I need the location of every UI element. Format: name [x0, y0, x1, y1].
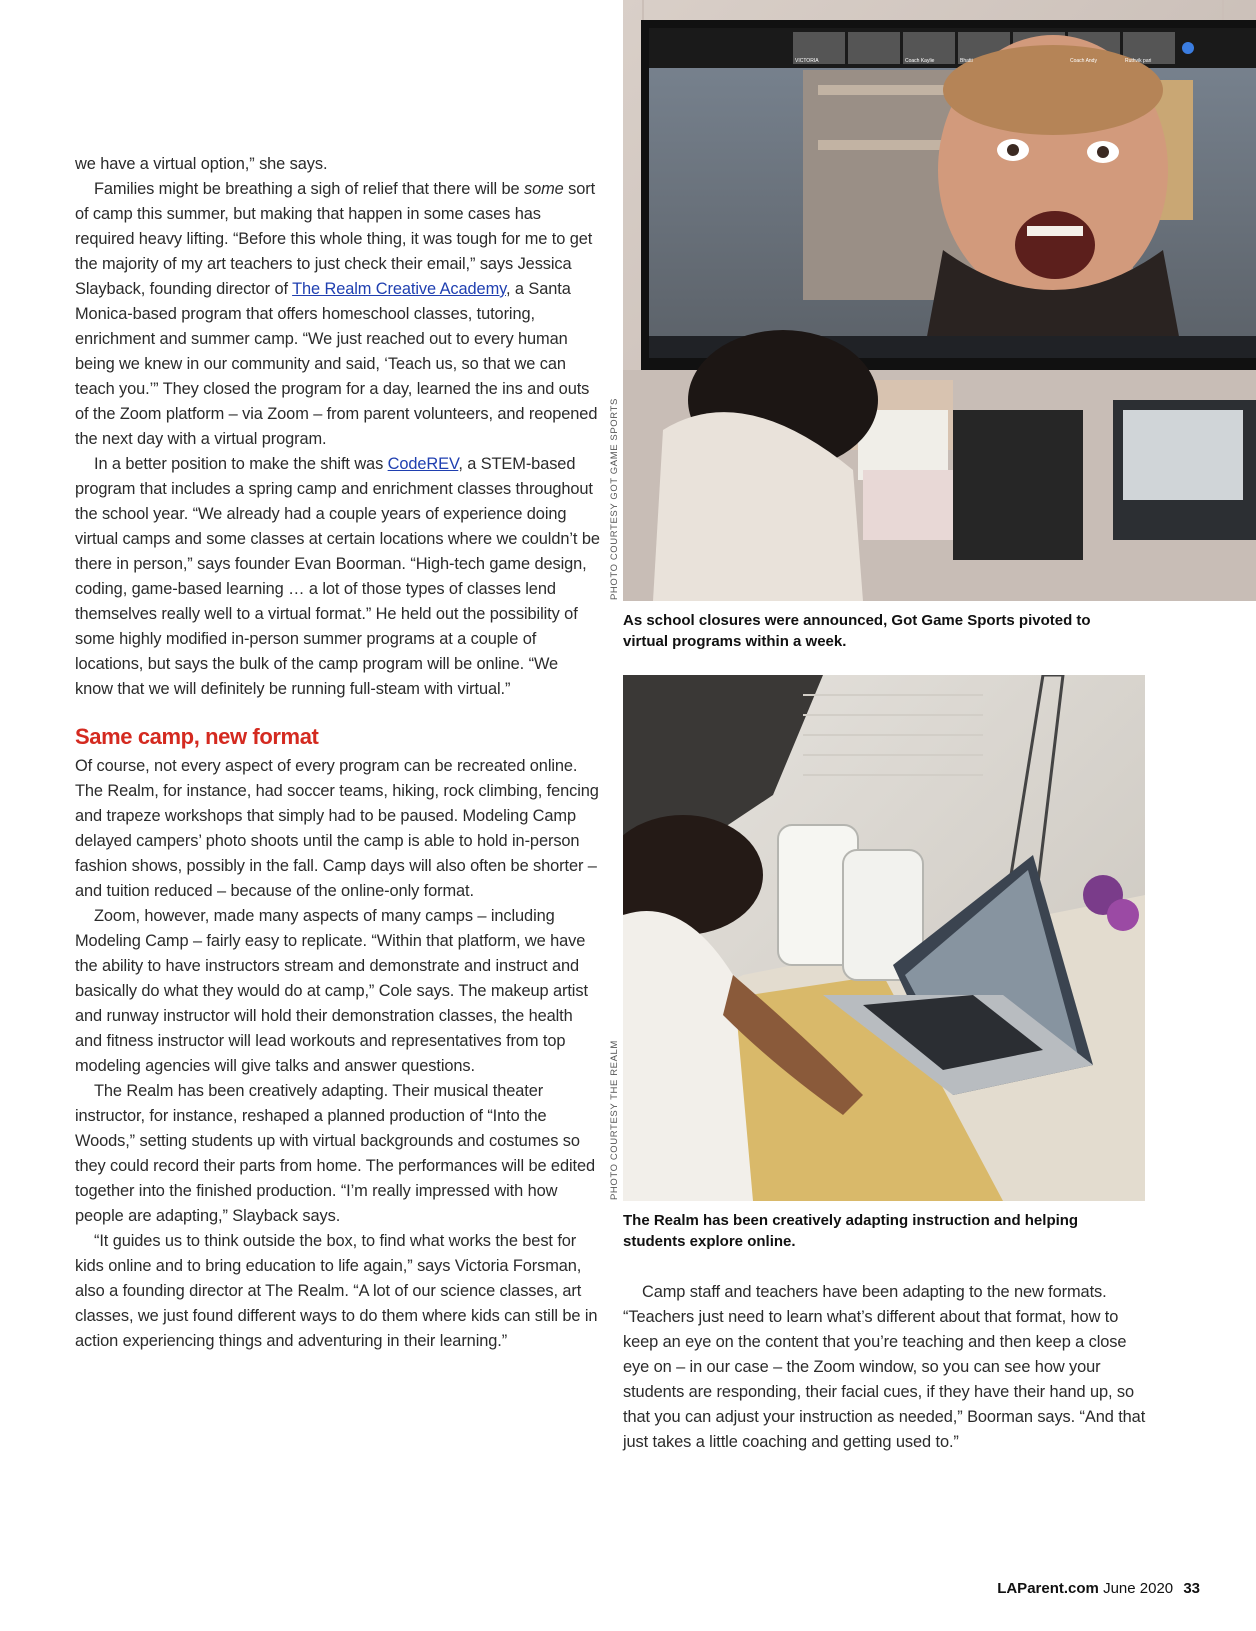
zoom-tile-name: Bhatti	[960, 58, 973, 64]
page-number: 33	[1183, 1580, 1200, 1597]
photo-child-laptop	[623, 675, 1145, 1201]
coderev-link[interactable]: CodeREV	[387, 455, 459, 473]
photo1-credit: PHOTO COURTESY GOT GAME SPORTS	[609, 398, 620, 600]
zoom-tile-name: Coach Andy	[1070, 58, 1097, 64]
zoom-tv-illustration	[623, 0, 1256, 601]
paragraph-6: The Realm has been creatively adapting. Their musical theater instructor, for instance, reshaped a planned production of “Into the Woods,” setting students up with virtual backgrounds and costumes so they could record their parts from home. The performances will be edited together into the finished production. “I’m really impressed with how people are adapting,” Slayback says.	[75, 1082, 595, 1225]
photo-zoom-tv	[623, 0, 1256, 601]
paragraph-8: Camp staff and teachers have been adapting to the new formats. “Teachers just need to learn what’s different about that format, how to keep an eye on the content that you’re teaching and then keep a close eye on – in our case – the Zoom window, so you can see how your students are responding, their facial cues, if they have their hand up, so that you can adjust your instruction as needed,” Boorman says. “And that just takes a little coaching and getting used to.”	[623, 1283, 1146, 1451]
realm-academy-link[interactable]: The Realm Creative Academy	[292, 280, 506, 298]
child-laptop-illustration	[623, 675, 1145, 1201]
article-left-column	[75, 152, 600, 1354]
article-right-column	[623, 1280, 1148, 1455]
page-footer	[997, 1580, 1200, 1597]
footer-site[interactable]: LAParent.com	[997, 1580, 1099, 1597]
zoom-tile-name: VICTORIA	[795, 58, 819, 64]
paragraph-2: Families might be breathing a sigh of relief that there will be some sort of camp this summer, but making that happen in some cases has required heavy lifting. “Before this whole thing, it was tough for me to get the majority of my art teachers to just check their email,” says Jessica Slayback, founding director of The Realm Creative Academy, a Santa Monica-based program that offers homeschool classes, tutoring, enrichment and summer camp. “We just reached out to every human being we knew in our community and said, ‘Teach us, so that we can teach you.’” They closed the program for a day, learned the ins and outs of the Zoom platform – via Zoom – from parent volunteers, and reopened the next day with a virtual program.	[75, 180, 598, 448]
section-heading: Same camp, new format	[75, 724, 319, 749]
paragraph-3: In a better position to make the shift was CodeREV, a STEM-based program that includes a spring camp and enrichment classes throughout the school year. “We already had a couple years of experience doing virtual camps and some classes at certain locations where we couldn’t be there in person,” says founder Evan Boorman. “High-tech game design, coding, game-based learning … a lot of those types of classes lend themselves really well to a virtual format.” He held out the possibility of some highly modified in-person summer programs at a couple of locations, but says the bulk of the camp program will be online. “We know that we will definitely be running full-steam with virtual.”	[75, 455, 600, 698]
paragraph-1: we have a virtual option,” she says.	[75, 155, 328, 173]
photo2-credit: PHOTO COURTESY THE REALM	[609, 1040, 620, 1200]
paragraph-4: Of course, not every aspect of every program can be recreated online. The Realm, for instance, had soccer teams, hiking, rock climbing, fencing and trapeze workshops that simply had to be paused. Modeling Camp delayed campers’ photo shoots until the camp is able to hold in-person fashion shows, possibly in the fall. Camp days will also often be shorter – and tuition reduced – because of the online-only format.	[75, 757, 599, 900]
footer-date: June 2020	[1103, 1580, 1174, 1597]
photo2-caption: The Realm has been creatively adapting instruction and helping students explore online.	[623, 1212, 1079, 1250]
paragraph-5: Zoom, however, made many aspects of many camps – including Modeling Camp – fairly easy to replicate. “Within that platform, we have the ability to have instructors stream and demonstrate and instruct and basically do what they would do at camp,” Cole says. The makeup artist and runway instructor will hold their demonstration classes, the health and fitness instructor will lead workouts and representatives from top modeling agencies will give talks and answer questions.	[75, 907, 588, 1075]
photo1-caption: As school closures were announced, Got Game Sports pivoted to virtual programs within a week.	[623, 612, 1091, 650]
zoom-tile-name: Coach Kaylie	[905, 58, 935, 64]
paragraph-7: “It guides us to think outside the box, to find what works the best for kids online and to bring education to life again,” says Victoria Forsman, also a founding director at The Realm. “A lot of our science classes, art classes, we just found different ways to do them where kids can still be in action experiencing things and adventuring in their learning.”	[75, 1232, 598, 1350]
zoom-tile-name: Ruthvik pari	[1125, 58, 1152, 64]
